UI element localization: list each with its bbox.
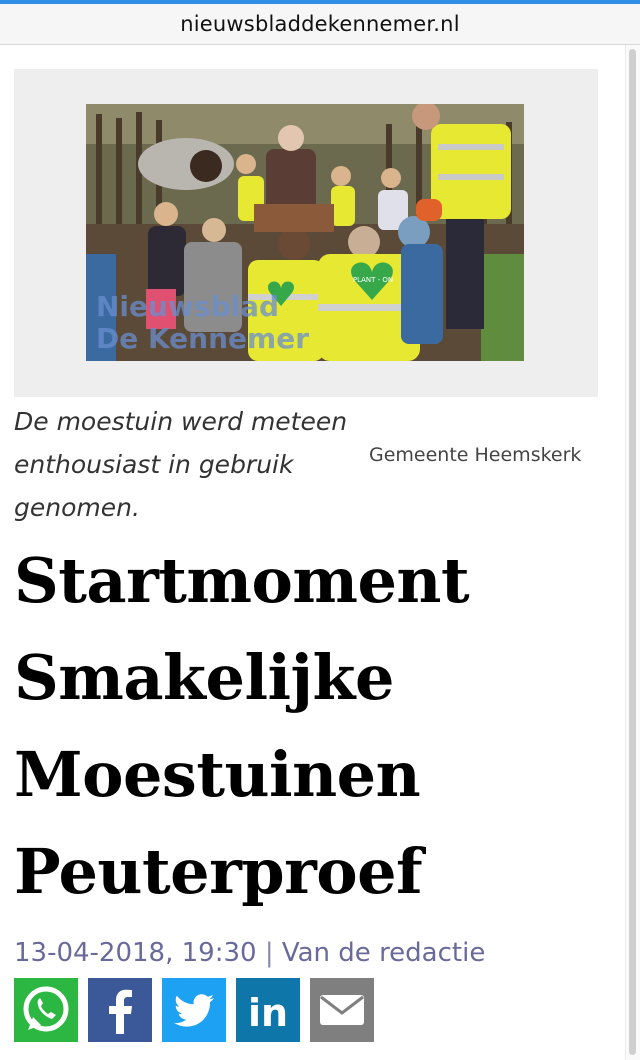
- mail-icon: [310, 978, 374, 1042]
- article-image-frame: [14, 69, 598, 397]
- image-credit: Gemeente Heemskerk: [369, 444, 582, 466]
- browser-url-bar[interactable]: [0, 4, 640, 45]
- linkedin-glyph: in: [247, 991, 289, 1035]
- share-email-button[interactable]: [310, 978, 374, 1042]
- article-photo[interactable]: [86, 104, 524, 361]
- page-scrollbar[interactable]: [625, 45, 640, 1060]
- url-text[interactable]: nieuwsbladdekennemer.nl: [180, 12, 460, 36]
- linkedin-icon: [236, 978, 300, 1042]
- facebook-icon: [88, 978, 152, 1042]
- whatsapp-icon: [14, 978, 78, 1042]
- vest-text: PLANT - ON: [352, 276, 394, 284]
- article-date: 13-04-2018, 19:30: [14, 938, 257, 968]
- watermark-line1: Nieuwsblad: [96, 290, 280, 323]
- twitter-icon: [162, 978, 226, 1042]
- share-twitter-button[interactable]: [162, 978, 226, 1042]
- scroll-thumb[interactable]: [629, 49, 636, 1055]
- share-facebook-button[interactable]: [88, 978, 152, 1042]
- share-linkedin-button[interactable]: [236, 978, 300, 1042]
- share-buttons: [14, 978, 374, 1042]
- meta-separator: |: [264, 938, 274, 968]
- article-headline: Startmoment Smakelijke Moestuinen Peuterproef: [14, 544, 470, 908]
- image-caption: De moestuin werd meteen enthousiast in gebruik genomen.: [14, 407, 348, 522]
- article-author[interactable]: Van de redactie: [281, 938, 486, 968]
- watermark-line2: De Kennemer: [96, 322, 310, 355]
- share-whatsapp-button[interactable]: [14, 978, 78, 1042]
- article-meta: [14, 938, 485, 968]
